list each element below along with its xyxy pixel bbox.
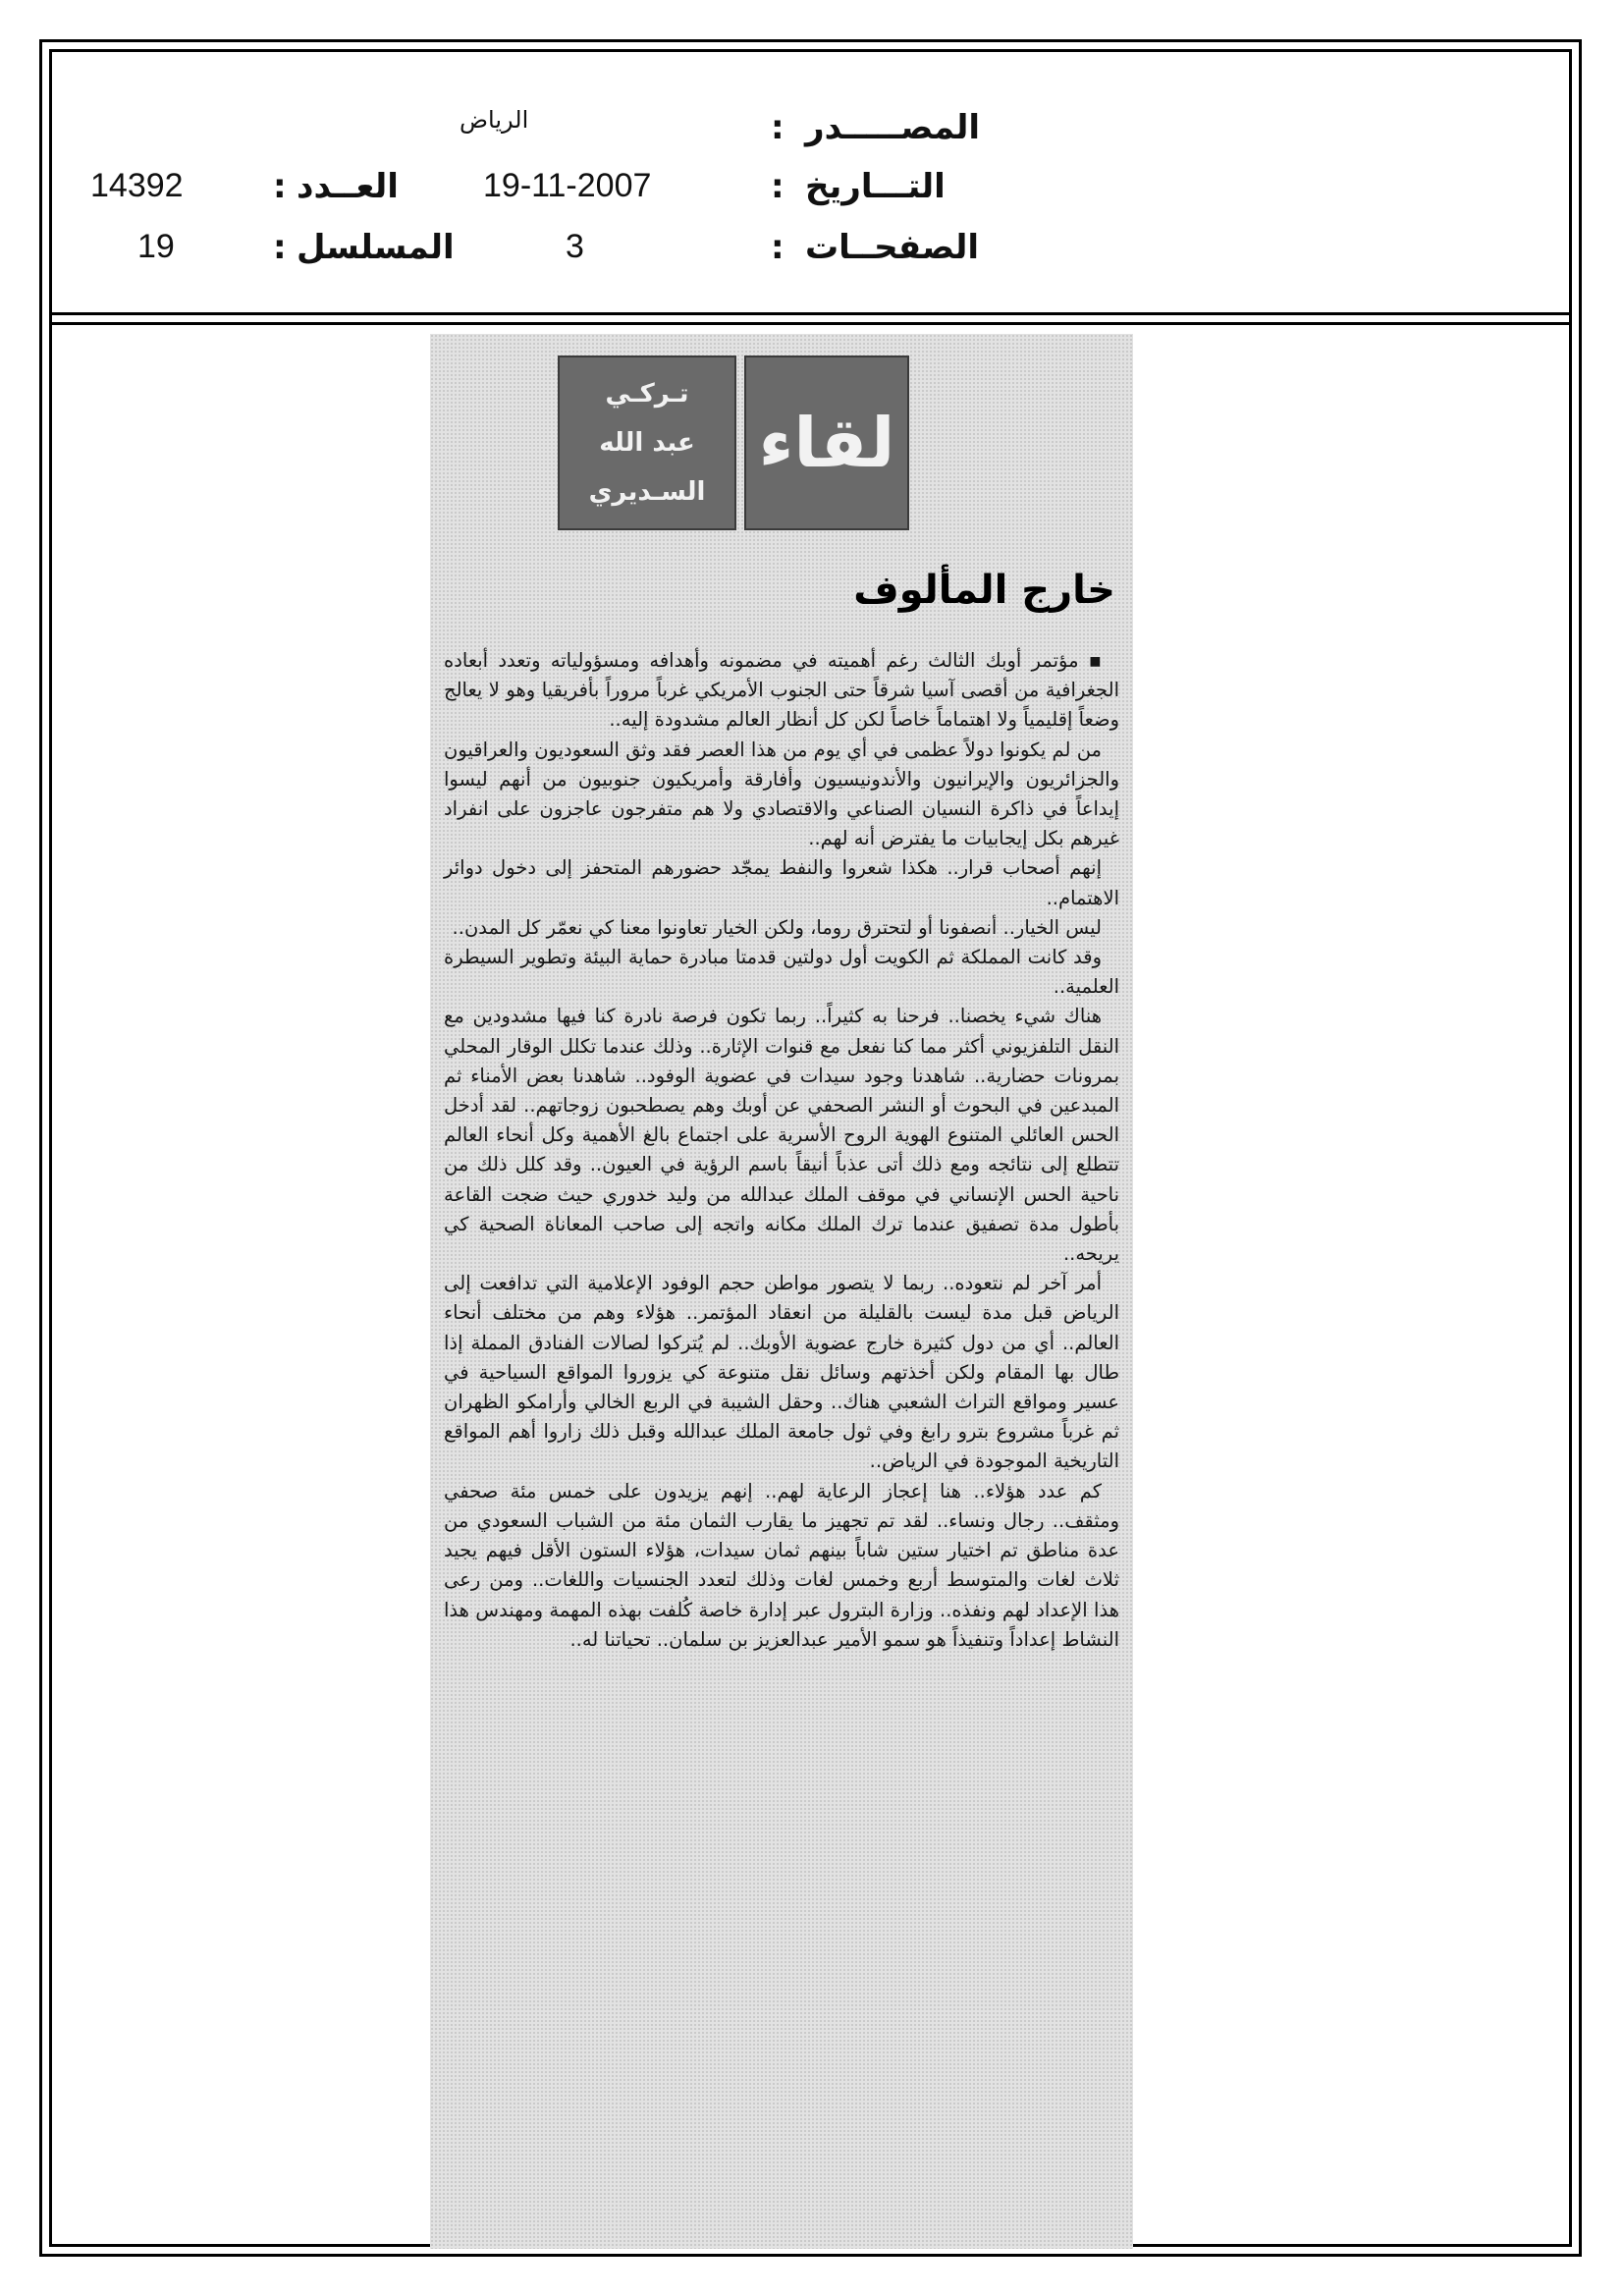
date-colon: : bbox=[771, 167, 784, 206]
serial-colon: : bbox=[273, 228, 287, 267]
article-body bbox=[444, 646, 1119, 1655]
issue-colon: : bbox=[273, 167, 287, 206]
pages-colon: : bbox=[771, 228, 784, 267]
pages-value: 3 bbox=[566, 228, 584, 265]
article-paragraph: أمر آخر لم نتعوده.. ربما لا يتصور مواطن حجم الوفود الإعلامية التي تدافعت إلى الرياض قبل مدة ليست بالقليلة من انعقاد المؤتمر.. هؤلاء وهم من مختلف أنحاء العالم.. أي من دول كثيرة خارج عضوية الأوبك.. لم يُتركوا لصالات الفنادق المملة إذا طال بها المقام ولكن أخذتهم وسائل نقل متنوعة كي يزوروا المواقع السياحية في عسير ومواقع التراث الشعبي هناك.. وحقل الشيبة في الربع الخالي وأرامكو الظهران ثم غرباً مشروع بترو رابغ وفي ثول جامعة الملك عبدالله وقبل ذلك زاروا أهم المواقع التاريخية الموجودة في الرياض.. bbox=[444, 1272, 1119, 1473]
article-paragraph: من لم يكونوا دولاً عظمى في أي يوم من هذا العصر فقد وثق السعوديون والعراقيون والجزائريون والإيرانيون والأندونيسيون وأفارقة وأمريكيون جنوبيون من أنهم ليسوا إيداعاً في ذاكرة النسيان الصناعي والاقتصادي ولا هم متفرجون عاجزون على انفراد غيرهم بكل إيجابيات ما يفترض أنه لهم.. bbox=[444, 738, 1119, 850]
article-paragraph: ليس الخيار.. أنصفونا أو لتحترق روما، ولكن الخيار تعاونوا معنا كي نعمّر كل المدن.. bbox=[452, 915, 1102, 939]
author-last-name: السـديري bbox=[588, 477, 706, 507]
newspaper-clipping bbox=[430, 334, 1133, 2249]
pages-label: الصفحــات bbox=[805, 228, 980, 267]
column-logo bbox=[744, 355, 909, 530]
column-logo-text: لقاء bbox=[758, 403, 895, 483]
header-divider bbox=[49, 312, 1572, 315]
serial-value: 19 bbox=[137, 228, 175, 265]
article-paragraph: ▪ مؤتمر أوبك الثالث رغم أهميته في مضمونه وأهدافه ومسؤولياته وتعدد أبعاده الجغرافية من أقصى آسيا شرقاً حتى الجنوب الأمريكي غرباً مروراً بأفريقيا وهو لا يعالج وضعاً إقليمياً ولا اهتماماً خاصاً لكن كل أنظار العالم مشدودة إليه.. bbox=[444, 649, 1119, 732]
author-first-name: تـركـي bbox=[605, 379, 689, 409]
source-value: الرياض bbox=[460, 106, 529, 134]
date-value: 19-11-2007 bbox=[483, 167, 652, 204]
issue-label: العــدد bbox=[297, 167, 399, 206]
date-label: التـــاريخ bbox=[805, 167, 946, 206]
issue-value: 14392 bbox=[90, 167, 184, 204]
article-paragraph: هناك شيء يخصنا.. فرحنا به كثيراً.. ربما تكون فرصة نادرة كنا فيها مشدودين مع النقل التلفزيوني أكثر مما كنا نفعل مع قنوات الإثارة.. وذلك عندما تكلل الوقار المحلي بمرونات حضارية.. شاهدنا وجود سيدات في عضوية الوفود.. شاهدنا بعض الأمناء ثم المبدعين في البحوث أو النشر الصحفي عن أوبك وهم يصطحبون زوجاتهم.. لقد أدخل الحس العائلي المتنوع الهوية الروح الأسرية على اجتماع بالغ الأهمية وكل أنحاء العالم تتطلع إلى نتائجه ومع ذلك أتى عذباً أنيقاً باسم الرؤية في العيون.. وقد كلل ذلك من ناحية الحس الإنساني في موقف الملك عبدالله من وليد خدوري حيث ضجت القاعة بأطول مدة تصفيق عندما ترك الملك مكانه واتجه إلى صاحب المعاناة الصحية كي يريحه.. bbox=[444, 1005, 1119, 1266]
author-middle-name: عبد الله bbox=[599, 428, 695, 458]
article-paragraph: كم عدد هؤلاء.. هنا إعجاز الرعاية لهم.. إنهم يزيدون على خمس مئة صحفي ومثقف.. رجال ونساء.. لقد تم تجهيز ما يقارب الثمان مئة من الشباب السعودي من عدة مناطق تم اختيار ستين شاباً بينهم ثمان سيدات، هؤلاء الستون الأقل فيهم يجيد ثلاث لغات والمتوسط أربع وخمس لغات وذلك لتعدد الجنسيات واللغات.. ومن رعى هذا الإعداد لهم ونفذه.. وزارة البترول عبر إدارة خاصة كُلفت بهذه المهمة ومهندس هذا النشاط إعداداً وتنفيذاً هو سمو الأمير عبدالعزيز بن سلمان.. تحياتنا له.. bbox=[444, 1479, 1119, 1651]
serial-label: المسلسل bbox=[297, 228, 455, 267]
author-box bbox=[558, 355, 736, 530]
header-divider-2 bbox=[49, 322, 1572, 325]
article-paragraph: إنهم أصحاب قرار.. هكذا شعروا والنفط يمجّد حضورهم المتحفز إلى دخول دوائر الاهتمام.. bbox=[444, 856, 1119, 909]
article-paragraph: وقد كانت المملكة ثم الكويت أول دولتين قدمتا مبادرة حماية البيئة وتطوير السيطرة العلمية.. bbox=[444, 946, 1119, 999]
article-title: خارج المألوف bbox=[853, 568, 1115, 613]
source-colon: : bbox=[771, 108, 784, 147]
source-label: المصـــــدر bbox=[805, 108, 981, 147]
